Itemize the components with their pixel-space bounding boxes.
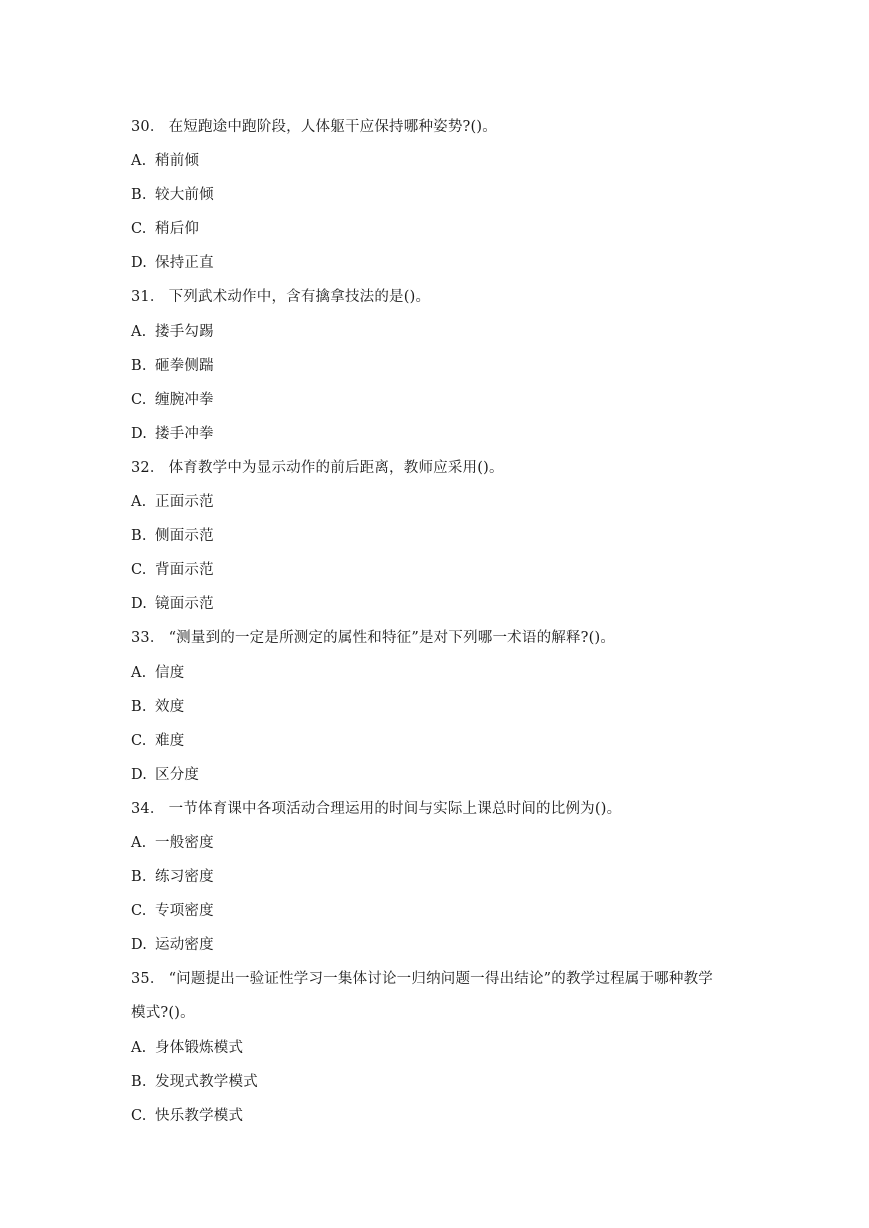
answer-option (131, 417, 751, 451)
option-text: 效度 (155, 698, 185, 715)
option-text: 练习密度 (155, 869, 214, 886)
option-label: B. (131, 187, 147, 204)
option-label: B. (131, 698, 147, 715)
option-text: 快乐教学模式 (155, 1107, 244, 1124)
option-label: C. (131, 221, 147, 238)
answer-option (131, 758, 751, 792)
answer-option (131, 246, 751, 280)
answer-option (131, 178, 751, 212)
option-text: 侧面示范 (155, 528, 214, 545)
option-label: B. (131, 528, 147, 545)
question-line: “问题提出一验证性学习一集体讨论一归纳问题一得出结论”的教学过程属于哪种教学 (168, 971, 713, 988)
option-text: 正面示范 (155, 494, 214, 511)
answer-option (131, 212, 751, 246)
answer-option (131, 860, 751, 894)
question-text (131, 280, 751, 314)
question-line: 模式?()。 (131, 1005, 195, 1022)
question-text (131, 621, 751, 655)
option-label: D. (131, 596, 148, 613)
answer-option (131, 724, 751, 758)
question-number: 31． (131, 289, 165, 306)
answer-option (131, 894, 751, 928)
option-label: B. (131, 357, 147, 374)
option-label: C. (131, 562, 147, 579)
option-text: 区分度 (155, 766, 200, 783)
answer-option (131, 519, 751, 553)
option-label: D. (131, 255, 148, 272)
answer-option (131, 553, 751, 587)
question-line: 体育教学中为显示动作的前后距离，教师应采用()。 (168, 459, 504, 476)
option-text: 专项密度 (155, 903, 214, 920)
option-label: D. (131, 766, 148, 783)
answer-option (131, 144, 751, 178)
question-line: 一节体育课中各项活动合理运用的时间与实际上课总时间的比例为()。 (168, 800, 622, 817)
option-label: A. (131, 664, 147, 681)
question-line: 在短跑途中跑阶段，人体躯干应保持哪种姿势?()。 (168, 119, 497, 135)
answer-option (131, 690, 751, 724)
option-text: 背面示范 (155, 562, 214, 579)
option-text: 发现式教学模式 (155, 1073, 258, 1090)
question-text-continued (131, 996, 751, 1030)
answer-option (131, 1099, 751, 1133)
option-label: D. (131, 937, 148, 954)
answer-option (131, 383, 751, 417)
answer-option (131, 826, 751, 860)
option-label: A. (131, 153, 147, 170)
question-number: 34． (131, 800, 165, 817)
question-text (131, 962, 751, 996)
question-number: 33． (131, 630, 165, 647)
option-text: 信度 (155, 664, 185, 681)
option-text: 缠腕冲拳 (155, 391, 214, 408)
question-line: “测量到的一定是所测定的属性和特征”是对下列哪一术语的解释?()。 (168, 630, 616, 647)
option-text: 一般密度 (155, 834, 214, 851)
answer-option (131, 928, 751, 962)
option-label: A. (131, 834, 147, 851)
option-text: 砸拳侧踹 (155, 357, 214, 374)
option-label: C. (131, 1107, 147, 1124)
answer-option (131, 1031, 751, 1065)
option-text: 保持正直 (155, 255, 214, 272)
option-text: 身体锻炼模式 (155, 1039, 244, 1056)
answer-option (131, 587, 751, 621)
option-label: A. (131, 494, 147, 511)
option-label: D. (131, 425, 148, 442)
question-text (131, 110, 751, 144)
question-list (131, 110, 751, 1133)
question-line: 下列武术动作中，含有擒拿技法的是()。 (168, 289, 431, 306)
answer-option (131, 656, 751, 690)
option-text: 镜面示范 (155, 596, 214, 613)
question-text (131, 792, 751, 826)
question-number: 35． (131, 971, 165, 988)
answer-option (131, 485, 751, 519)
question-text (131, 451, 751, 485)
option-text: 难度 (155, 732, 185, 749)
option-text: 搂手勾踢 (155, 323, 214, 340)
answer-option (131, 349, 751, 383)
option-label: C. (131, 903, 147, 920)
option-text: 较大前倾 (155, 187, 214, 204)
option-label: C. (131, 391, 147, 408)
option-label: A. (131, 323, 147, 340)
answer-option (131, 315, 751, 349)
option-text: 稍后仰 (155, 221, 200, 238)
answer-option (131, 1065, 751, 1099)
option-label: B. (131, 869, 147, 886)
option-label: B. (131, 1073, 147, 1090)
question-number: 30． (131, 119, 165, 135)
option-text: 稍前倾 (155, 153, 200, 170)
option-text: 运动密度 (155, 937, 214, 954)
option-text: 搂手冲拳 (155, 425, 214, 442)
option-label: A. (131, 1039, 147, 1056)
option-label: C. (131, 732, 147, 749)
question-number: 32． (131, 459, 165, 476)
